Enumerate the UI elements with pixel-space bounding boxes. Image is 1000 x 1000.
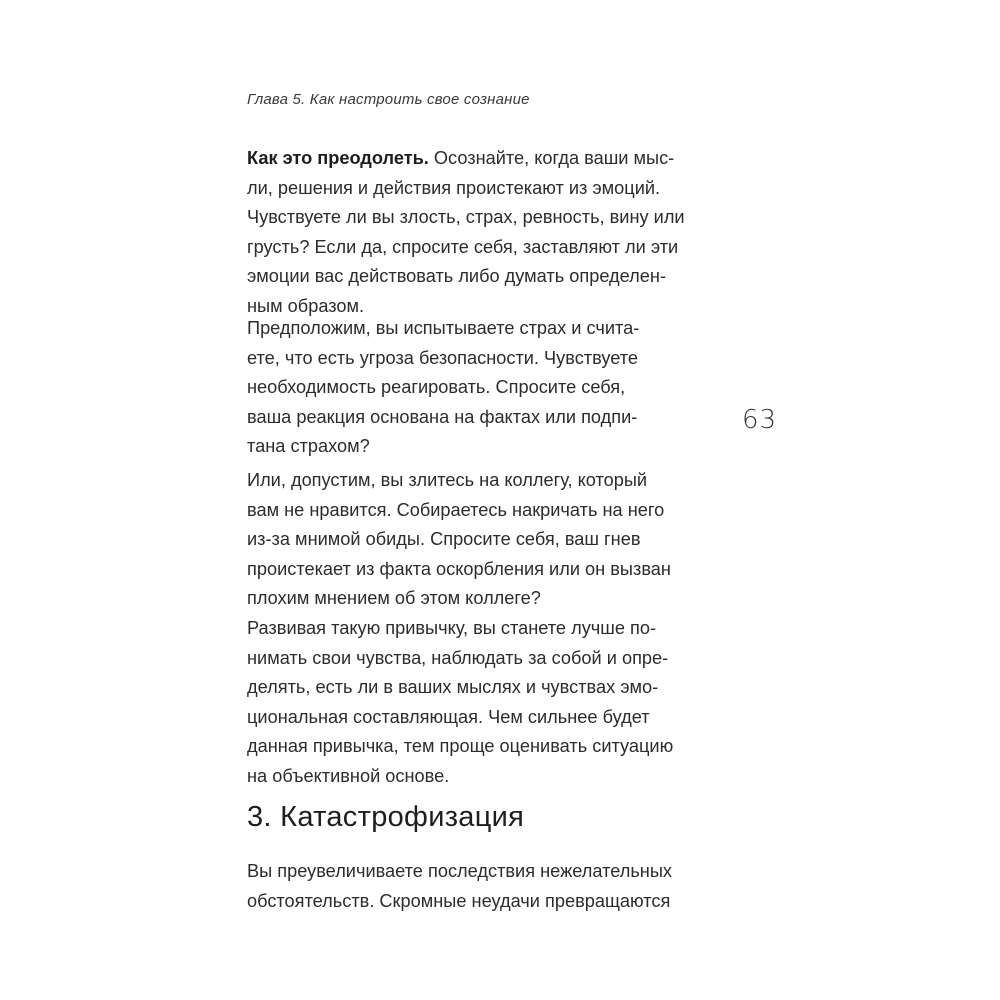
section-heading: 3. Катастрофизация: [247, 801, 525, 833]
paragraph-line: эмоции вас действовать либо думать определен-: [247, 266, 667, 286]
paragraph-line: необходимость реагировать. Спросите себя,: [247, 377, 626, 397]
paragraph-anger-example: [247, 466, 717, 614]
paragraph-line: ваша реакция основана на фактах или подпи-: [247, 406, 638, 427]
paragraph-line: делять, есть ли в ваших мыслях и чувствах эмо-: [247, 677, 659, 697]
paragraph-line: вам не нравится. Собираетесь накричать на него: [247, 499, 665, 520]
paragraph-line: проистекает из факта оскорбления или он вызван: [247, 558, 671, 579]
lead-in-continuation: Осознайте, когда ваши мыс-: [428, 148, 675, 168]
paragraph-line: Или, допустим, вы злитесь на коллегу, который: [247, 470, 648, 490]
lead-in-bold: Как это преодолеть.: [247, 148, 429, 168]
paragraph-line: из-за мнимой обиды. Спросите себя, ваш гнев: [247, 529, 641, 549]
paragraph-line: Развивая такую привычку, вы станете лучше по-: [247, 618, 657, 638]
paragraph-line: плохим мнением об этом коллеге?: [247, 588, 541, 608]
paragraph-line: данная привычка, тем проще оценивать ситуацию: [247, 736, 674, 756]
paragraph-line: ным образом.: [247, 295, 365, 316]
paragraph-line: ли, решения и действия проистекают из эмоций.: [247, 177, 661, 198]
paragraph-line: нимать свои чувства, наблюдать за собой и опре-: [247, 647, 669, 668]
paragraph-line: Предположим, вы испытываете страх и счита-: [247, 318, 640, 338]
running-head: Глава 5. Как настроить свое сознание: [247, 91, 530, 108]
paragraph-line: грусть? Если да, спросите себя, заставляют ли эти: [247, 236, 679, 257]
paragraph-line: ете, что есть угроза безопасности. Чувствуете: [247, 347, 639, 368]
paragraph-line: циональная составляющая. Чем сильнее будет: [247, 706, 650, 727]
paragraph-fear-example: [247, 314, 717, 462]
paragraph-line: на объективной основе.: [247, 765, 450, 786]
page-number: 63: [742, 405, 778, 435]
paragraph-line: тана страхом?: [247, 436, 370, 456]
paragraph-overcome: [247, 144, 717, 321]
paragraph-line: Вы преувеличиваете последствия нежелательных: [247, 861, 673, 881]
paragraph-line: обстоятельств. Скромные неудачи превращаются: [247, 890, 671, 911]
paragraph-habit: [247, 614, 717, 791]
paragraph-line: [247, 144, 717, 174]
paragraph-section-intro: [247, 857, 717, 916]
paragraph-line: Чувствуете ли вы злость, страх, ревность, вину или: [247, 207, 685, 227]
